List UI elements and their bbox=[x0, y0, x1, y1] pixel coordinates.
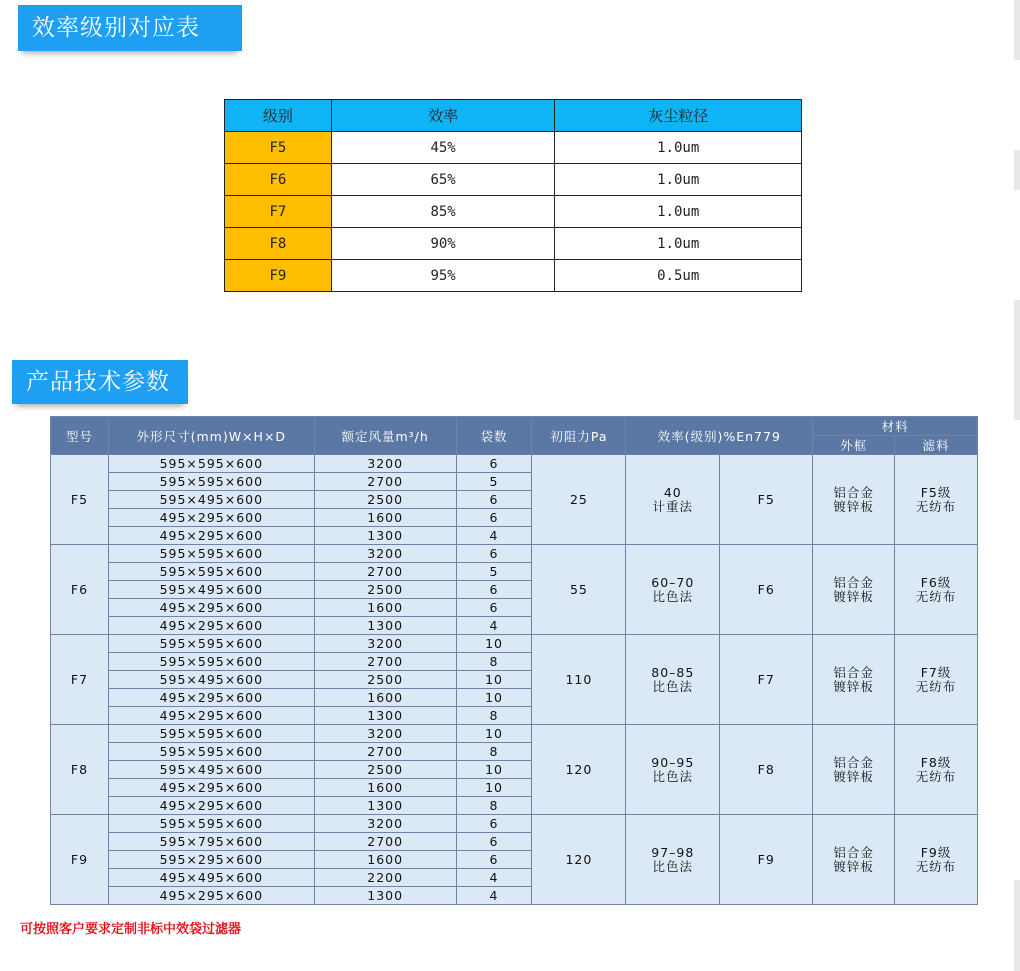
size-cell: 495×295×600 bbox=[108, 797, 314, 815]
bags-cell: 5 bbox=[456, 473, 532, 491]
airflow-cell: 1300 bbox=[314, 617, 456, 635]
size-cell: 495×295×600 bbox=[108, 599, 314, 617]
header-efficiency: 效率(级别)%En779 bbox=[626, 417, 813, 455]
efficiency-method-cell: 97–98 比色法 bbox=[626, 815, 720, 905]
efficiency-grade-cell: F8 bbox=[720, 725, 813, 815]
bags-cell: 10 bbox=[456, 761, 532, 779]
airflow-cell: 2500 bbox=[314, 581, 456, 599]
frame-material-cell: 铝合金 镀锌板 bbox=[813, 725, 895, 815]
bags-cell: 6 bbox=[456, 599, 532, 617]
table-row bbox=[225, 228, 802, 260]
custom-order-note: 可按照客户要求定制非标中效袋过滤器 bbox=[20, 922, 242, 937]
efficiency-cell: 85% bbox=[331, 196, 555, 228]
bags-cell: 6 bbox=[456, 509, 532, 527]
airflow-cell: 1600 bbox=[314, 851, 456, 869]
size-cell: 495×295×600 bbox=[108, 689, 314, 707]
bags-cell: 10 bbox=[456, 725, 532, 743]
size-cell: 595×795×600 bbox=[108, 833, 314, 851]
model-cell: F9 bbox=[51, 815, 109, 905]
efficiency-cell: 95% bbox=[331, 260, 555, 292]
table-row bbox=[51, 635, 978, 653]
model-cell: F6 bbox=[51, 545, 109, 635]
bags-cell: 6 bbox=[456, 581, 532, 599]
size-cell: 595×595×600 bbox=[108, 563, 314, 581]
bags-cell: 6 bbox=[456, 545, 532, 563]
frame-material-cell: 铝合金 镀锌板 bbox=[813, 635, 895, 725]
efficiency-method-cell: 60–70 比色法 bbox=[626, 545, 720, 635]
media-material-cell: F8级 无纺布 bbox=[895, 725, 978, 815]
header-material: 材料 bbox=[813, 417, 978, 436]
header-frame: 外框 bbox=[813, 436, 895, 455]
size-cell: 595×495×600 bbox=[108, 581, 314, 599]
bags-cell: 6 bbox=[456, 815, 532, 833]
efficiency-cell: 65% bbox=[331, 164, 555, 196]
media-material-cell: F9级 无纺布 bbox=[895, 815, 978, 905]
airflow-cell: 3200 bbox=[314, 455, 456, 473]
airflow-cell: 2700 bbox=[314, 653, 456, 671]
airflow-cell: 3200 bbox=[314, 545, 456, 563]
airflow-cell: 1600 bbox=[314, 509, 456, 527]
particle-size-cell: 1.0um bbox=[555, 132, 802, 164]
table-row bbox=[225, 260, 802, 292]
size-cell: 595×595×600 bbox=[108, 725, 314, 743]
size-cell: 495×295×600 bbox=[108, 887, 314, 905]
efficiency-grade-table bbox=[224, 99, 802, 292]
page-edge-strip bbox=[1014, 0, 1020, 971]
bags-cell: 6 bbox=[456, 455, 532, 473]
efficiency-grade-cell: F5 bbox=[720, 455, 813, 545]
header-grade: 级别 bbox=[225, 100, 332, 132]
grade-cell: F8 bbox=[225, 228, 332, 260]
frame-material-cell: 铝合金 镀锌板 bbox=[813, 545, 895, 635]
table-row bbox=[225, 164, 802, 196]
size-cell: 595×595×600 bbox=[108, 545, 314, 563]
media-material-cell: F6级 无纺布 bbox=[895, 545, 978, 635]
airflow-cell: 2200 bbox=[314, 869, 456, 887]
frame-material-cell: 铝合金 镀锌板 bbox=[813, 455, 895, 545]
airflow-cell: 2500 bbox=[314, 491, 456, 509]
airflow-cell: 1600 bbox=[314, 779, 456, 797]
efficiency-method-cell: 40 计重法 bbox=[626, 455, 720, 545]
size-cell: 595×595×600 bbox=[108, 743, 314, 761]
bags-cell: 4 bbox=[456, 869, 532, 887]
airflow-cell: 1600 bbox=[314, 599, 456, 617]
efficiency-grade-cell: F9 bbox=[720, 815, 813, 905]
media-material-cell: F5级 无纺布 bbox=[895, 455, 978, 545]
bags-cell: 4 bbox=[456, 617, 532, 635]
resistance-cell: 55 bbox=[532, 545, 626, 635]
grade-cell: F6 bbox=[225, 164, 332, 196]
grade-cell: F7 bbox=[225, 196, 332, 228]
size-cell: 495×295×600 bbox=[108, 707, 314, 725]
efficiency-method-cell: 90–95 比色法 bbox=[626, 725, 720, 815]
resistance-cell: 110 bbox=[532, 635, 626, 725]
table-row bbox=[51, 545, 978, 563]
header-media: 滤料 bbox=[895, 436, 978, 455]
particle-size-cell: 0.5um bbox=[555, 260, 802, 292]
section-title-specs: 产品技术参数 bbox=[12, 360, 188, 404]
model-cell: F7 bbox=[51, 635, 109, 725]
header-efficiency: 效率 bbox=[331, 100, 555, 132]
particle-size-cell: 1.0um bbox=[555, 164, 802, 196]
size-cell: 495×295×600 bbox=[108, 617, 314, 635]
airflow-cell: 1300 bbox=[314, 707, 456, 725]
product-spec-table bbox=[50, 416, 978, 905]
header-model: 型号 bbox=[51, 417, 109, 455]
size-cell: 495×295×600 bbox=[108, 779, 314, 797]
header-bags: 袋数 bbox=[456, 417, 532, 455]
size-cell: 595×595×600 bbox=[108, 635, 314, 653]
size-cell: 595×595×600 bbox=[108, 653, 314, 671]
efficiency-cell: 90% bbox=[331, 228, 555, 260]
header-particle-size: 灰尘粒径 bbox=[555, 100, 802, 132]
particle-size-cell: 1.0um bbox=[555, 228, 802, 260]
airflow-cell: 2500 bbox=[314, 671, 456, 689]
particle-size-cell: 1.0um bbox=[555, 196, 802, 228]
airflow-cell: 1300 bbox=[314, 797, 456, 815]
table-row bbox=[225, 196, 802, 228]
bags-cell: 4 bbox=[456, 887, 532, 905]
bags-cell: 8 bbox=[456, 797, 532, 815]
bags-cell: 10 bbox=[456, 689, 532, 707]
size-cell: 595×295×600 bbox=[108, 851, 314, 869]
header-airflow: 额定风量m³/h bbox=[314, 417, 456, 455]
frame-material-cell: 铝合金 镀锌板 bbox=[813, 815, 895, 905]
table-row bbox=[51, 455, 978, 473]
bags-cell: 6 bbox=[456, 851, 532, 869]
bags-cell: 10 bbox=[456, 779, 532, 797]
size-cell: 495×295×600 bbox=[108, 509, 314, 527]
airflow-cell: 3200 bbox=[314, 635, 456, 653]
section-title-efficiency: 效率级别对应表 bbox=[18, 5, 242, 51]
airflow-cell: 1600 bbox=[314, 689, 456, 707]
header-size: 外形尺寸(mm)W×H×D bbox=[108, 417, 314, 455]
bags-cell: 8 bbox=[456, 743, 532, 761]
bags-cell: 5 bbox=[456, 563, 532, 581]
airflow-cell: 2500 bbox=[314, 761, 456, 779]
bags-cell: 6 bbox=[456, 833, 532, 851]
airflow-cell: 2700 bbox=[314, 833, 456, 851]
size-cell: 595×595×600 bbox=[108, 815, 314, 833]
airflow-cell: 2700 bbox=[314, 743, 456, 761]
resistance-cell: 25 bbox=[532, 455, 626, 545]
airflow-cell: 3200 bbox=[314, 725, 456, 743]
bags-cell: 8 bbox=[456, 653, 532, 671]
media-material-cell: F7级 无纺布 bbox=[895, 635, 978, 725]
model-cell: F5 bbox=[51, 455, 109, 545]
resistance-cell: 120 bbox=[532, 725, 626, 815]
efficiency-grade-cell: F6 bbox=[720, 545, 813, 635]
size-cell: 595×495×600 bbox=[108, 491, 314, 509]
table-row bbox=[51, 815, 978, 833]
efficiency-grade-cell: F7 bbox=[720, 635, 813, 725]
efficiency-cell: 45% bbox=[331, 132, 555, 164]
size-cell: 595×495×600 bbox=[108, 671, 314, 689]
airflow-cell: 2700 bbox=[314, 563, 456, 581]
resistance-cell: 120 bbox=[532, 815, 626, 905]
airflow-cell: 2700 bbox=[314, 473, 456, 491]
grade-cell: F9 bbox=[225, 260, 332, 292]
size-cell: 495×295×600 bbox=[108, 527, 314, 545]
airflow-cell: 1300 bbox=[314, 887, 456, 905]
bags-cell: 8 bbox=[456, 707, 532, 725]
size-cell: 595×595×600 bbox=[108, 473, 314, 491]
model-cell: F8 bbox=[51, 725, 109, 815]
efficiency-method-cell: 80–85 比色法 bbox=[626, 635, 720, 725]
header-resistance: 初阻力Pa bbox=[532, 417, 626, 455]
bags-cell: 10 bbox=[456, 635, 532, 653]
size-cell: 595×595×600 bbox=[108, 455, 314, 473]
airflow-cell: 3200 bbox=[314, 815, 456, 833]
size-cell: 495×495×600 bbox=[108, 869, 314, 887]
size-cell: 595×495×600 bbox=[108, 761, 314, 779]
table-row bbox=[225, 132, 802, 164]
grade-cell: F5 bbox=[225, 132, 332, 164]
bags-cell: 4 bbox=[456, 527, 532, 545]
airflow-cell: 1300 bbox=[314, 527, 456, 545]
bags-cell: 6 bbox=[456, 491, 532, 509]
bags-cell: 10 bbox=[456, 671, 532, 689]
table-row bbox=[51, 725, 978, 743]
